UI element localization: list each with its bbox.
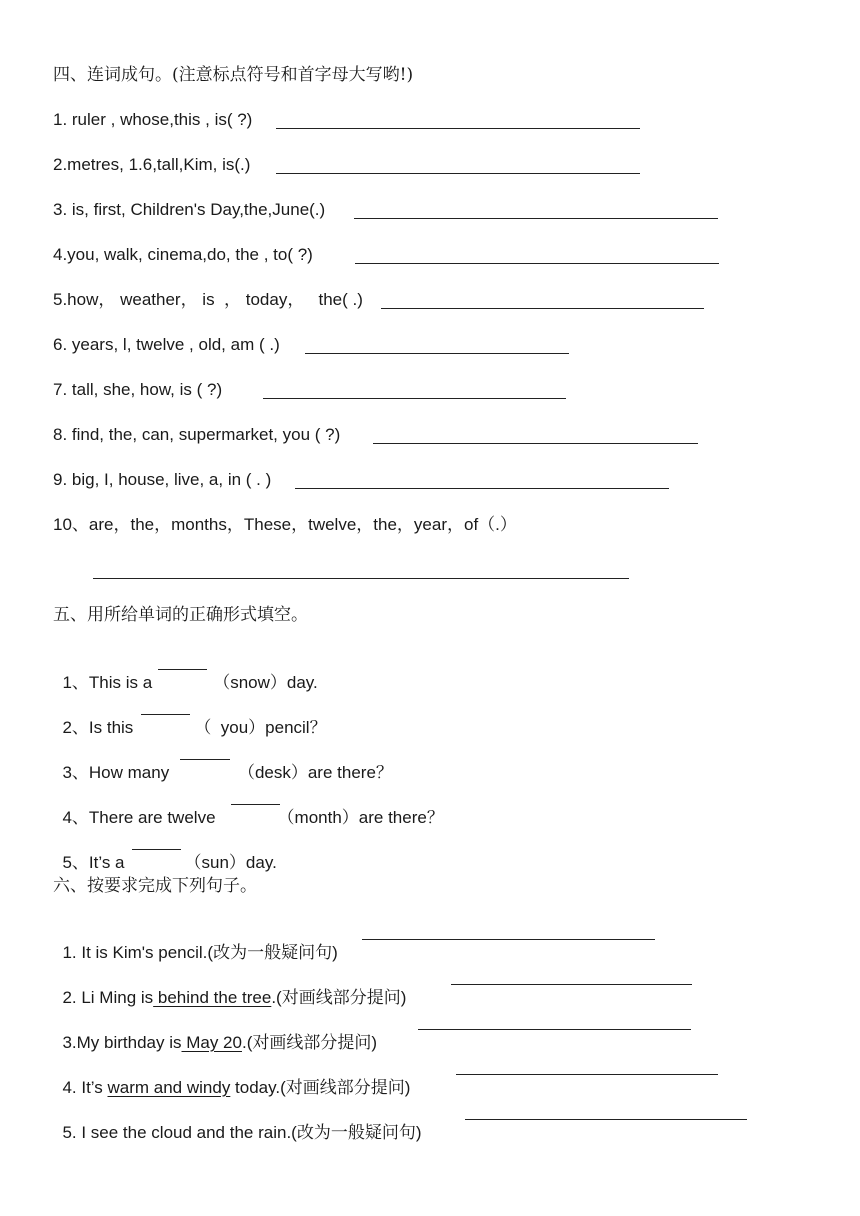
item-text: 3.My birthday is bbox=[62, 1033, 182, 1052]
item-prefix: 5、It’s a bbox=[62, 853, 125, 872]
section4-item-8: 8. find, the, can, supermarket, you ( ?) bbox=[53, 425, 341, 444]
answer-blank[interactable] bbox=[381, 308, 704, 309]
answer-blank[interactable] bbox=[276, 128, 640, 129]
answer-blank[interactable] bbox=[295, 488, 669, 489]
fill-blank[interactable] bbox=[132, 849, 181, 850]
fill-blank[interactable] bbox=[158, 669, 207, 670]
item-prefix: 3、How many bbox=[62, 763, 170, 782]
section5-item-4 bbox=[53, 785, 444, 829]
section4-item-9: 9. big, I, house, live, a, in ( . ) bbox=[53, 470, 272, 489]
section6-item-2 bbox=[53, 965, 406, 1009]
underlined-phrase: warm and windy bbox=[107, 1078, 231, 1097]
item-instruction: today.(对画线部分提问) bbox=[230, 1078, 411, 1097]
section5-title: 五、用所给单词的正确形式填空。 bbox=[53, 605, 308, 625]
section6-item-5 bbox=[53, 1100, 422, 1144]
item-text: 1. It is Kim's pencil. bbox=[62, 943, 208, 962]
section4-item-7: 7. tall, she, how, is ( ?) bbox=[53, 380, 223, 399]
item-prefix: 1、This is a bbox=[62, 673, 153, 692]
section5-item-2 bbox=[53, 695, 327, 739]
section6-item-1 bbox=[53, 920, 338, 964]
answer-blank[interactable] bbox=[305, 353, 569, 354]
answer-blank[interactable] bbox=[418, 1029, 691, 1030]
item-text: 2. Li Ming is bbox=[62, 988, 154, 1007]
section4-item-10: 10、are，the，months，These，twelve，the，year，of（.） bbox=[53, 515, 517, 534]
section5-item-3 bbox=[53, 740, 393, 784]
answer-blank[interactable] bbox=[465, 1119, 747, 1120]
underlined-phrase: May 20 bbox=[181, 1033, 242, 1052]
section5-item-1 bbox=[53, 650, 318, 694]
item-text: 5. I see the cloud and the rain. bbox=[62, 1123, 292, 1142]
section4-item-5: 5.how， weather， is ， today， the( .) bbox=[53, 290, 363, 309]
answer-blank[interactable] bbox=[93, 578, 629, 579]
fill-blank[interactable] bbox=[231, 804, 280, 805]
section4-item-4: 4.you, walk, cinema,do, the , to( ?) bbox=[53, 245, 313, 264]
answer-blank[interactable] bbox=[451, 984, 692, 985]
answer-blank[interactable] bbox=[373, 443, 698, 444]
answer-blank[interactable] bbox=[354, 218, 718, 219]
item-instruction: .(对画线部分提问) bbox=[241, 1033, 378, 1052]
item-suffix: （desk）are there？ bbox=[233, 763, 393, 782]
item-prefix: 4、There are twelve bbox=[62, 808, 216, 827]
answer-blank[interactable] bbox=[263, 398, 566, 399]
section6-item-3 bbox=[53, 1010, 377, 1054]
answer-blank[interactable] bbox=[276, 173, 640, 174]
item-suffix: （ you）pencil？ bbox=[194, 718, 327, 737]
item-suffix: （snow）day. bbox=[213, 673, 318, 692]
section4-item-3: 3. is, first, Children's Day,the,June(.) bbox=[53, 200, 326, 219]
item-suffix: （month）are there？ bbox=[277, 808, 444, 827]
fill-blank[interactable] bbox=[141, 714, 190, 715]
fill-blank[interactable] bbox=[180, 759, 230, 760]
answer-blank[interactable] bbox=[355, 263, 719, 264]
item-instruction: (改为一般疑问句) bbox=[207, 943, 338, 962]
section4-item-2: 2.metres, 1.6,tall,Kim, is(.) bbox=[53, 155, 251, 174]
item-instruction: .(对画线部分提问) bbox=[271, 988, 407, 1007]
section5-item-5 bbox=[53, 830, 277, 874]
underlined-phrase: behind the tree bbox=[153, 988, 272, 1007]
item-instruction: (改为一般疑问句) bbox=[291, 1123, 422, 1142]
answer-blank[interactable] bbox=[362, 939, 655, 940]
answer-blank[interactable] bbox=[456, 1074, 718, 1075]
section4-item-1: 1. ruler , whose,this , is( ?) bbox=[53, 110, 253, 129]
section4-item-6: 6. years, l, twelve , old, am ( .) bbox=[53, 335, 280, 354]
item-text: 4. It’s bbox=[62, 1078, 108, 1097]
section4-title: 四、连词成句。(注意标点符号和首字母大写哟!) bbox=[53, 65, 414, 85]
item-prefix: 2、Is this bbox=[62, 718, 134, 737]
section6-title: 六、按要求完成下列句子。 bbox=[53, 876, 257, 896]
item-suffix: （sun）day. bbox=[184, 853, 277, 872]
section6-item-4 bbox=[53, 1055, 410, 1099]
